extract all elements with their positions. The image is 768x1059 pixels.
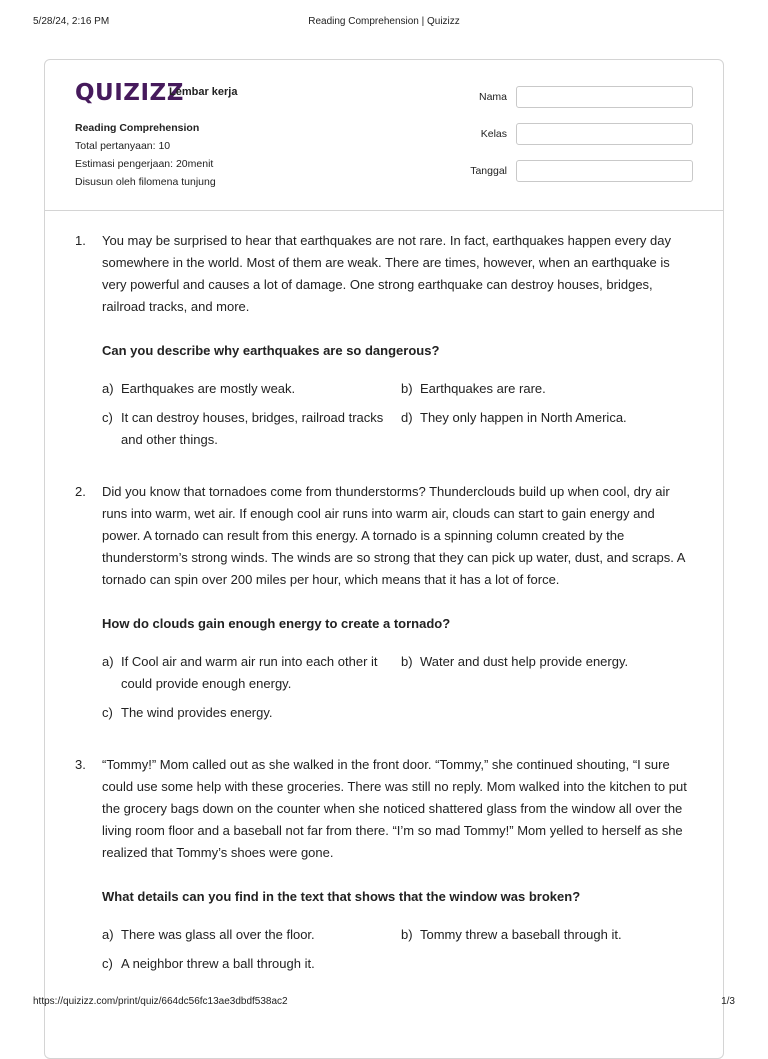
answer-option[interactable] [102,407,401,451]
question-passage: You may be surprised to hear that earthquakes are not rare. In fact, earthquakes happen every day somewhere in the world. Most of them are weak. There are times, however, when an earthquake is very powerful and causes a lot of damage. One strong earthquake can destroy houses, bridges, railroad tracks, and more. [102,233,671,314]
question-passage: “Tommy!” Mom called out as she walked in the front door. “Tommy,” she continued shouting, “I sure could use some help with these groceries. There was still no reply. Mom walked into the kitchen to put the grocery bags down on the counter when she noticed shattered glass from the window all over the living room floor and a baseball not far from there. “I’m so mad Tommy!” Mom yelled to herself as she realized that Tommy’s shoes were gone. [102,757,687,860]
question-item [75,754,695,975]
option-text: If Cool air and warm air run into each other it could provide enough energy. [121,654,378,691]
option-text: It can destroy houses, bridges, railroad tracks and other things. [121,410,384,447]
question-passage: Did you know that tornadoes come from thunderstorms? Thunderclouds build up when cool, dry air runs into warm, wet air. If enough cool air runs into warm air, clouds can start to gain energy and power. A tornado can result from this energy. A tornado is a spinning column created by the thunderstorm’s strong winds. The winds are so strong that they can pick up water, dust, and scraps. A tornado can spin over 200 miles per hour, which means that it has a lot of force. [102,484,685,587]
print-doc-title: Reading Comprehension | Quizizz [308,16,460,27]
option-key: b) [401,927,413,942]
worksheet-header [45,60,723,211]
answer-option[interactable] [401,924,691,946]
nama-field[interactable] [516,86,693,108]
option-key: b) [401,654,413,669]
question-item [75,481,695,724]
option-text: Earthquakes are mostly weak. [121,381,296,396]
field-row-tanggal [453,160,693,197]
answer-option[interactable] [102,378,401,400]
question-prompt: What details can you find in the text that shows that the window was broken? [102,889,581,904]
field-label-tanggal: Tanggal [470,165,507,177]
answer-options [102,924,695,975]
student-fields [453,86,693,197]
option-key: c) [102,410,113,425]
field-label-nama: Nama [478,91,507,103]
field-label-kelas: Kelas [480,128,507,140]
page-number: 1/3 [721,996,735,1007]
option-key: c) [102,705,113,720]
field-row-nama [453,86,693,123]
option-text: They only happen in North America. [420,410,627,425]
option-text: Tommy threw a baseball through it. [420,927,622,942]
answer-options [102,651,695,724]
option-text: There was glass all over the floor. [121,927,315,942]
tanggal-field[interactable] [516,160,693,182]
answer-option[interactable] [401,651,691,695]
option-key: d) [401,410,413,425]
total-questions: Total pertanyaan: 10 [75,140,171,152]
question-prompt: How do clouds gain enough energy to create a tornado? [102,616,451,631]
option-text: Water and dust help provide energy. [420,654,629,669]
option-text: Earthquakes are rare. [420,381,546,396]
question-prompt: Can you describe why earthquakes are so dangerous? [102,343,440,358]
kelas-field[interactable] [516,123,693,145]
answer-option[interactable] [102,924,401,946]
field-row-kelas [453,123,693,160]
answer-option[interactable] [401,407,691,451]
print-url: https://quizizz.com/print/quiz/664dc56fc13ae3dbdf538ac2 [33,996,288,1007]
question-number: 3. [75,757,86,772]
answer-options [102,378,695,451]
quiz-meta [75,119,216,191]
option-key: a) [102,381,114,396]
option-text: A neighbor threw a ball through it. [121,956,315,971]
author: Disusun oleh filomena tunjung [75,176,216,188]
answer-option[interactable] [401,378,691,400]
option-key: a) [102,927,114,942]
option-key: a) [102,654,114,669]
print-datetime: 5/28/24, 2:16 PM [33,16,110,27]
sheet-label: Lembar kerja [169,86,238,98]
option-text: The wind provides energy. [121,705,273,720]
quizizz-logo: QUIZIZZ [75,80,184,106]
option-key: c) [102,956,113,971]
question-item [75,230,695,451]
answer-option[interactable] [102,702,401,724]
question-number: 1. [75,233,86,248]
quiz-title: Reading Comprehension [75,122,200,134]
answer-option[interactable] [102,651,401,695]
answer-option[interactable] [102,953,401,975]
time-estimate: Estimasi pengerjaan: 20menit [75,158,214,170]
question-number: 2. [75,484,86,499]
option-key: b) [401,381,413,396]
questions-list [75,230,695,975]
